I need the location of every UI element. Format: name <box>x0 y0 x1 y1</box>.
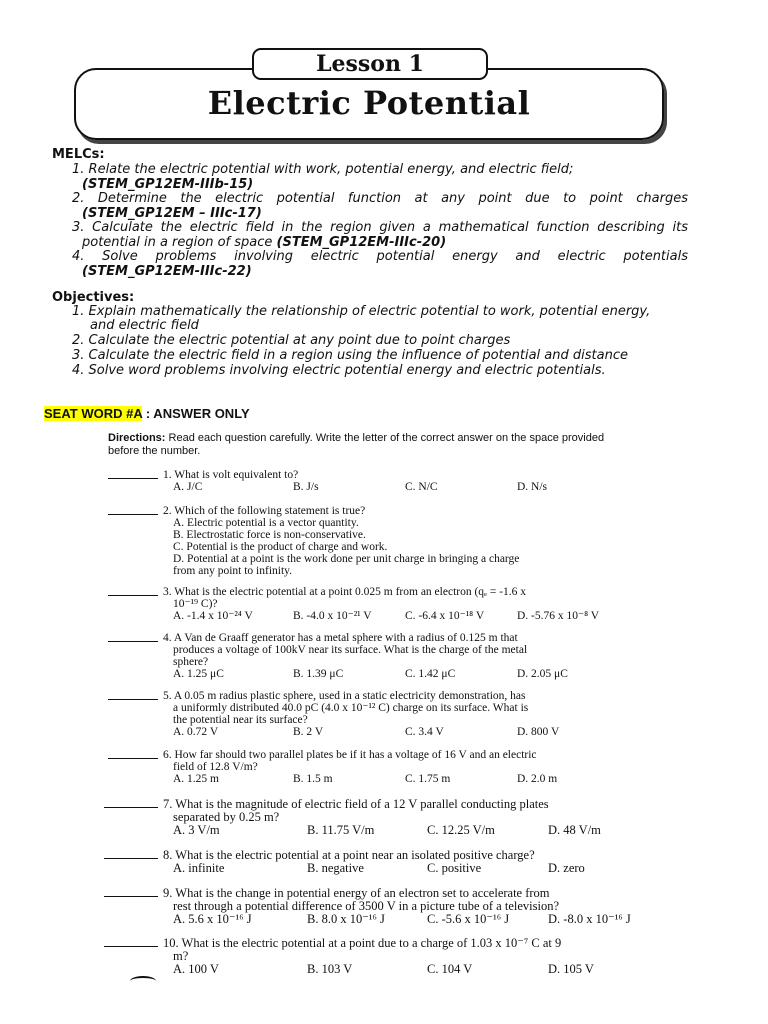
option-d: D. -5.76 x 10⁻⁸ V <box>517 610 600 622</box>
question-text: 1. What is volt equivalent to? <box>163 469 299 481</box>
option-a: A. 100 V <box>173 962 219 976</box>
question-text-line: m? <box>173 949 189 963</box>
question-text-line: A. Electric potential is a vector quantity. <box>173 517 359 529</box>
option-d: D. zero <box>548 861 585 875</box>
objective-3: 3. Calculate the electric field in a region using the influence of potential and distance <box>72 348 628 363</box>
question-text: 7. What is the magnitude of electric field of a 12 V parallel conducting plates <box>163 797 549 811</box>
option-b: B. 1.39 μC <box>293 668 344 680</box>
objective-1: 1. Explain mathematically the relationship of electric potential to work, potential energy, <box>72 304 651 319</box>
answer-blank[interactable] <box>108 641 158 642</box>
question-text-line: a uniformly distributed 40.0 pC (4.0 x 10⁻¹² C) charge on its surface. What is <box>173 702 529 714</box>
option-d: D. 800 V <box>517 726 560 738</box>
option-b: B. -4.0 x 10⁻²¹ V <box>293 610 372 622</box>
question-text-line: sphere? <box>173 656 209 668</box>
objectives-heading: Objectives: <box>52 290 135 305</box>
melc-1: 1. Relate the electric potential with work, potential energy, and electric field; (STEM_GP12EM-IIIb-15) <box>72 162 574 192</box>
option-b: B. 1.5 m <box>293 773 333 785</box>
page-mark <box>130 976 156 986</box>
option-d: D. -8.0 x 10⁻¹⁶ J <box>548 912 631 926</box>
option-c: C. -5.6 x 10⁻¹⁶ J <box>427 912 510 926</box>
option-a: A. 3 V/m <box>173 823 220 837</box>
melc-4: 4. Solve problems involving electric potential energy and electric potentials (STEM_GP12EM-IIIc-22) <box>72 249 688 279</box>
seatwork-highlight: SEAT WORD #A <box>44 406 143 421</box>
question-text-line: rest through a potential difference of 3500 V in a picture tube of a television? <box>173 899 559 913</box>
option-c: C. 3.4 V <box>405 726 444 738</box>
option-b: B. 11.75 V/m <box>307 823 375 837</box>
question-text-line: B. Electrostatic force is non-conservative. <box>173 529 366 541</box>
option-d: D. N/s <box>517 481 548 493</box>
option-a: A. 0.72 V <box>173 726 219 738</box>
objective-1-cont: and electric field <box>90 318 199 333</box>
question-text: 4. A Van de Graaff generator has a metal sphere with a radius of 0.125 m that <box>163 632 518 644</box>
question-text-line: C. Potential is the product of charge and work. <box>173 541 388 553</box>
question-text: 2. Which of the following statement is true? <box>163 505 366 517</box>
option-a: A. 1.25 m <box>173 773 219 785</box>
answer-blank[interactable] <box>104 946 158 947</box>
question-text-line: from any point to infinity. <box>173 565 293 577</box>
directions: Directions: Read each question carefully. Write the letter of the correct answer on the space provided before the number. <box>108 432 605 457</box>
question-text: 10. What is the electric potential at a point due to a charge of 1.03 x 10⁻⁷ C at 9 <box>163 936 562 950</box>
option-c: C. 1.42 μC <box>405 668 456 680</box>
option-a: A. infinite <box>173 861 225 875</box>
option-c: C. -6.4 x 10⁻¹⁸ V <box>405 610 485 622</box>
answer-blank[interactable] <box>104 807 158 808</box>
melcs-heading: MELCs: <box>52 147 105 162</box>
answer-blank[interactable] <box>108 699 158 700</box>
question-text-line: the potential near its surface? <box>173 714 308 726</box>
option-c: C. 104 V <box>427 962 473 976</box>
option-a: A. -1.4 x 10⁻²⁴ V <box>173 610 253 622</box>
option-a: A. J/C <box>173 481 203 493</box>
question-text: 8. What is the electric potential at a point near an isolated positive charge? <box>163 848 535 862</box>
option-b: B. 2 V <box>293 726 324 738</box>
option-c: C. positive <box>427 861 482 875</box>
objective-2: 2. Calculate the electric potential at any point due to point charges <box>72 333 511 348</box>
melcs-list <box>72 163 688 283</box>
option-d: D. 105 V <box>548 962 594 976</box>
option-d: D. 48 V/m <box>548 823 601 837</box>
option-b: B. negative <box>307 861 364 875</box>
answer-blank[interactable] <box>108 595 158 596</box>
question-text: 5. A 0.05 m radius plastic sphere, used in a static electricity demonstration, has <box>163 690 526 702</box>
question-text: 3. What is the electric potential at a point 0.025 m from an electron (qₑ = -1.6 x <box>163 586 527 598</box>
melc-3: 3. Calculate the electric field in the region given a mathematical function describing its potential in a region of space (STEM_GP12EM-IIIc-20) <box>72 220 688 250</box>
question-text-line: field of 12.8 V/m? <box>173 761 258 773</box>
question-text-line: D. Potential at a point is the work done per unit charge in bringing a charge <box>173 553 520 565</box>
option-b: B. J/s <box>293 481 319 493</box>
option-c: C. 12.25 V/m <box>427 823 495 837</box>
page-title: Electric Potential <box>207 84 531 122</box>
answer-blank[interactable] <box>108 758 158 759</box>
option-c: C. 1.75 m <box>405 773 451 785</box>
answer-blank[interactable] <box>108 514 158 515</box>
question-text: 6. How far should two parallel plates be if it has a voltage of 16 V and an electric <box>163 749 537 761</box>
option-a: A. 1.25 μC <box>173 668 224 680</box>
option-b: B. 8.0 x 10⁻¹⁶ J <box>307 912 385 926</box>
question-text: 9. What is the change in potential energy of an electron set to accelerate from <box>163 886 550 900</box>
objective-4: 4. Solve word problems involving electric potential energy and electric potentials. <box>72 363 606 378</box>
option-d: D. 2.05 μC <box>517 668 568 680</box>
answer-blank[interactable] <box>108 478 158 479</box>
option-a: A. 5.6 x 10⁻¹⁶ J <box>173 912 252 926</box>
melc-2: 2. Determine the electric potential function at any point due to point charges (STEM_GP12EM – IIIc-17) <box>72 191 688 221</box>
seatwork-heading: SEAT WORD #A : ANSWER ONLY <box>44 406 250 421</box>
option-b: B. 103 V <box>307 962 353 976</box>
question-text-line: 10⁻¹⁹ C)? <box>173 598 218 610</box>
question-text-line: separated by 0.25 m? <box>173 810 280 824</box>
answer-blank[interactable] <box>104 896 158 897</box>
lesson-label: Lesson 1 <box>252 48 488 80</box>
answer-blank[interactable] <box>104 858 158 859</box>
objectives-list <box>72 305 688 385</box>
option-c: C. N/C <box>405 481 438 493</box>
question-text-line: produces a voltage of 100kV near its surface. What is the charge of the metal <box>173 644 528 656</box>
option-d: D. 2.0 m <box>517 773 558 785</box>
